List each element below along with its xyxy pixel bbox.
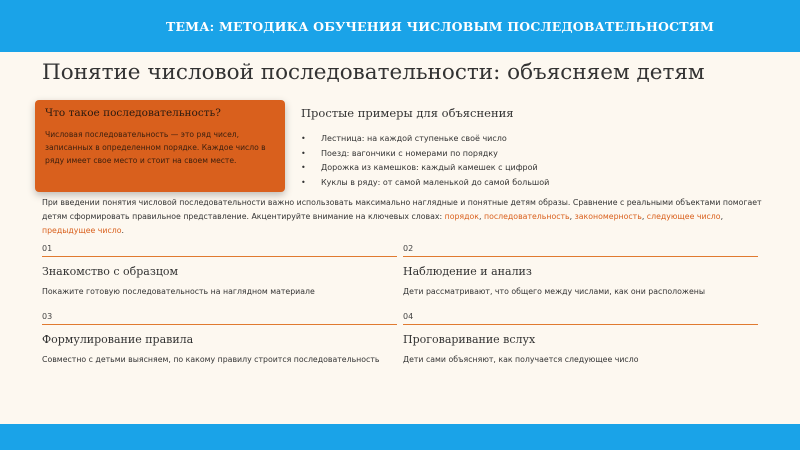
- intro-text: При введении понятия числовой последовательности важно использовать максимально наглядные и понятные детям образы. Сравнение с реальными объектами помогает детям сформировать правильное представление. Акцентируйте внимание на ключевых словах:: [42, 198, 762, 221]
- intro-paragraph: При введении понятия числовой последовательности важно использовать максимально наглядные и понятные детям образы. Сравнение с реальными объектами помогает детям сформировать правильное представление. Акцентируйте внимание на ключевых словах: порядок, последовательность, закономерность, следующее число, предыдущее число.: [42, 198, 762, 235]
- step-card: [403, 312, 758, 367]
- header-bar: [0, 0, 800, 52]
- example-item: • Куклы в ряду: от самой маленькой до самой большой: [301, 176, 761, 191]
- slide-title: Понятие числовой последовательности: объясняем детям: [42, 60, 705, 85]
- example-item: • Лестница: на каждой ступеньке своё число: [301, 132, 761, 147]
- step-card: [42, 244, 397, 299]
- step-title: Формулирование правила: [42, 333, 194, 346]
- definition-card: [35, 100, 285, 192]
- examples-heading: Простые примеры для объяснения: [301, 106, 514, 120]
- header-title: ТЕМА: МЕТОДИКА ОБУЧЕНИЯ ЧИСЛОВЫМ ПОСЛЕДОВАТЕЛЬНОСТЯМ: [165, 18, 715, 34]
- step-number: 02: [403, 244, 758, 257]
- step-description: Дети рассматривают, что общего между числами, как они расположены: [403, 287, 706, 296]
- step-card: [42, 312, 397, 367]
- step-card: [403, 244, 758, 299]
- step-description: Дети сами объясняют, как получается следующее число: [403, 355, 639, 364]
- step-title: Знакомство с образцом: [42, 265, 179, 278]
- keyword: закономерность: [574, 212, 642, 221]
- step-number: 04: [403, 312, 758, 325]
- keyword: порядок: [444, 212, 479, 221]
- example-item: • Дорожка из камешков: каждый камешек с цифрой: [301, 161, 761, 176]
- step-description: Совместно с детьми выясняем, по какому правилу строится последовательность: [42, 355, 380, 364]
- keyword: следующее число: [646, 212, 721, 221]
- step-description: Покажите готовую последовательность на наглядном материале: [42, 287, 315, 296]
- step-number: 03: [42, 312, 397, 325]
- keyword: предыдущее число: [42, 226, 122, 235]
- definition-text: Числовая последовательность — это ряд чисел, записанных в определенном порядке. Каждое число в ряду имеет свое место и стоит на своем месте.: [45, 130, 266, 165]
- step-title: Проговаривание вслух: [403, 333, 536, 346]
- footer-bar: [0, 424, 800, 450]
- step-title: Наблюдение и анализ: [403, 265, 532, 278]
- keyword: последовательность: [483, 212, 570, 221]
- step-number: 01: [42, 244, 397, 257]
- examples-list: [301, 132, 761, 190]
- example-item: • Поезд: вагончики с номерами по порядку: [301, 147, 761, 162]
- definition-heading: Что такое последовательность?: [45, 107, 221, 119]
- examples-section: [301, 106, 761, 190]
